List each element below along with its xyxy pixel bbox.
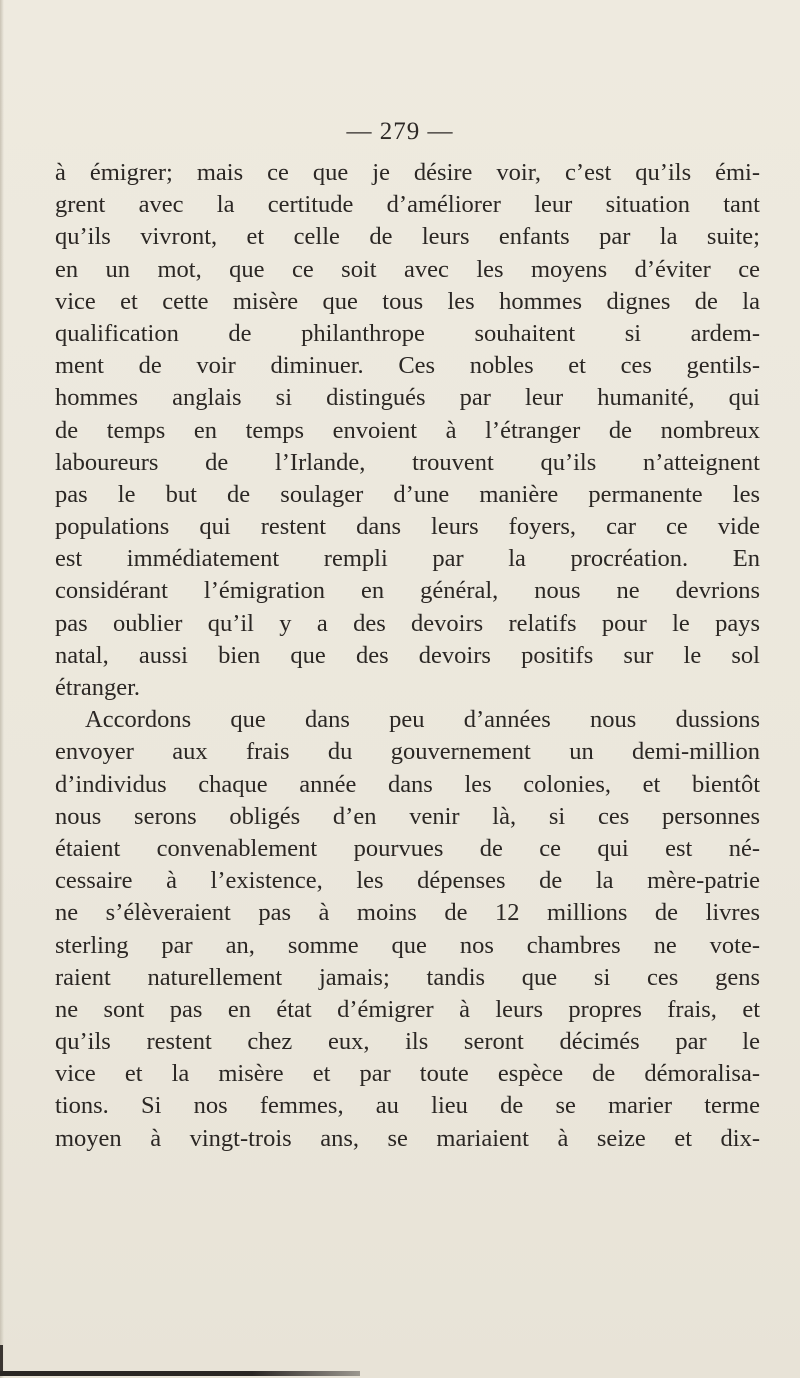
text-line: sterling par an, somme que nos chambres ne vote-: [55, 931, 760, 959]
text-line: Accordons que dans peu d’années nous dussions: [85, 706, 760, 734]
text-line: tions. Si nos femmes, au lieu de se marier terme: [55, 1092, 760, 1120]
text-line: nous serons obligés d’en venir là, si ces personnes: [55, 802, 760, 830]
text-line: hommes anglais si distingués par leur humanité, qui: [55, 384, 760, 412]
text-line: en un mot, que ce soit avec les moyens d’éviter ce: [55, 255, 760, 283]
text-line: qualification de philanthrope souhaitent si ardem-: [55, 319, 760, 347]
paragraph-1: [55, 157, 760, 704]
text-line: est immédiatement rempli par la procréation. En: [55, 545, 760, 573]
page-bottom-rule: [0, 1371, 360, 1376]
text-line: natal, aussi bien que des devoirs positifs sur le sol: [55, 641, 760, 669]
text-line: vice et cette misère que tous les hommes dignes de la: [55, 287, 760, 315]
text-line: cessaire à l’existence, les dépenses de la mère-patrie: [55, 867, 760, 895]
text-line: étaient convenablement pourvues de ce qui est né-: [55, 834, 760, 862]
body-text: [55, 157, 760, 1155]
paragraph-2: [55, 704, 760, 1155]
text-line: de temps en temps envoient à l’étranger de nombreux: [55, 416, 760, 444]
text-line: ne sont pas en état d’émigrer à leurs propres frais, et: [55, 995, 760, 1023]
text-line: laboureurs de l’Irlande, trouvent qu’ils n’atteignent: [55, 448, 760, 476]
text-line: étranger.: [55, 674, 141, 701]
text-line: moyen à vingt-trois ans, se mariaient à seize et dix-: [55, 1124, 760, 1152]
text-line: vice et la misère et par toute espèce de démoralisa-: [55, 1060, 760, 1088]
text-line: grent avec la certitude d’améliorer leur situation tant: [55, 191, 760, 219]
page-number: — 279 —: [346, 118, 454, 145]
text-line: qu’ils restent chez eux, ils seront décimés par le: [55, 1028, 760, 1056]
text-line: pas oublier qu’il y a des devoirs relatifs pour le pays: [55, 609, 760, 637]
page-gutter-shadow: [0, 0, 4, 1378]
text-line: qu’ils vivront, et celle de leurs enfants par la suite;: [55, 223, 760, 251]
text-line: à émigrer; mais ce que je désire voir, c’est qu’ils émi-: [55, 159, 760, 186]
text-line: ment de voir diminuer. Ces nobles et ces gentils-: [55, 352, 760, 380]
text-line: ne s’élèveraient pas à moins de 12 millions de livres: [55, 899, 760, 927]
text-line: considérant l’émigration en général, nous ne devrions: [55, 577, 760, 605]
text-line: pas le but de soulager d’une manière permanente les: [55, 480, 760, 508]
text-line: envoyer aux frais du gouvernement un demi-million: [55, 738, 760, 766]
text-line: d’individus chaque année dans les colonies, et bientôt: [55, 770, 760, 798]
text-line: raient naturellement jamais; tandis que si ces gens: [55, 963, 760, 991]
text-line: populations qui restent dans leurs foyers, car ce vide: [55, 513, 760, 541]
